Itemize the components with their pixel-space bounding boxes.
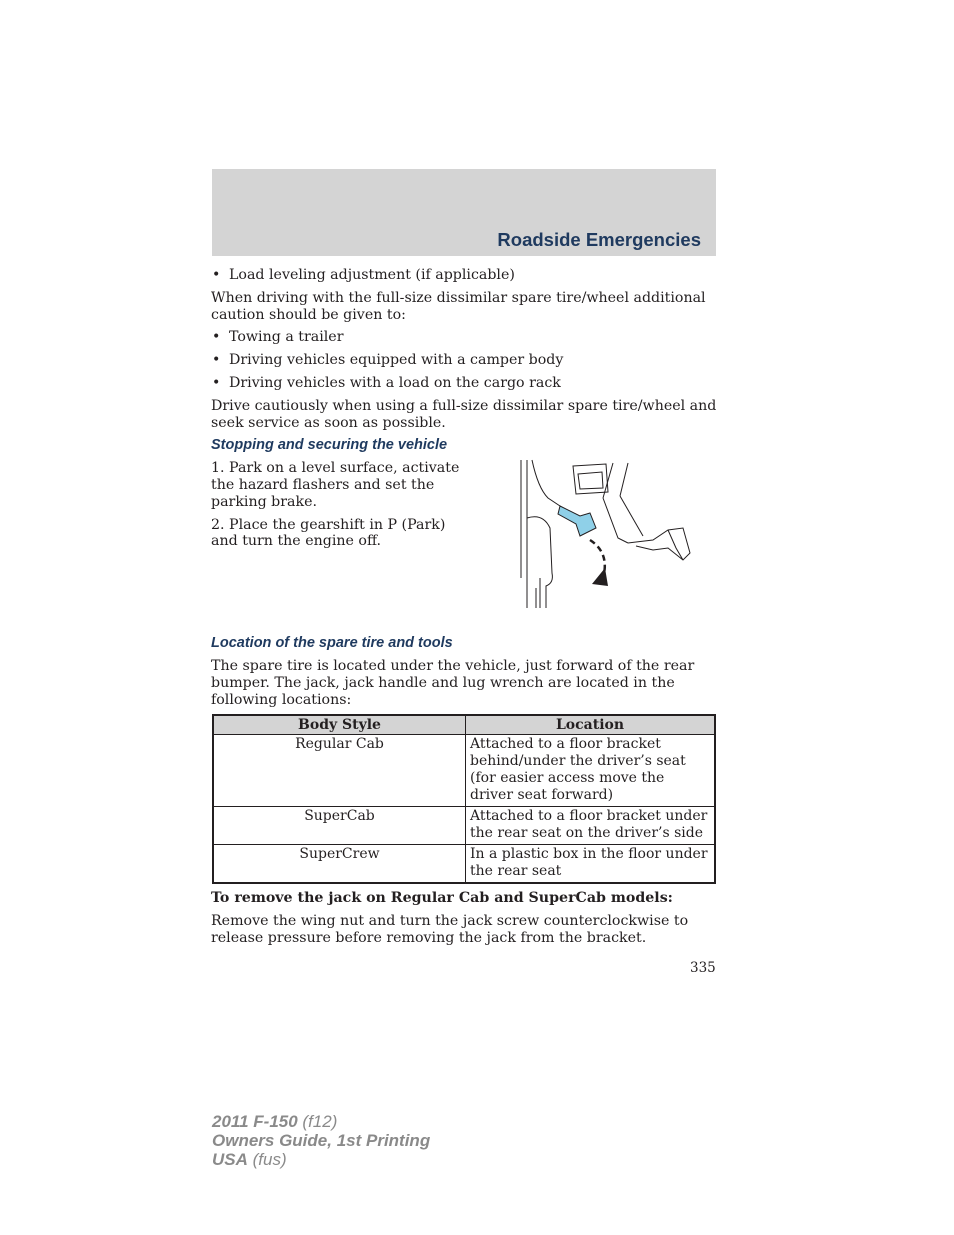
table-header-row	[213, 715, 715, 735]
bullet-text: Driving vehicles with a load on the cargo rack	[229, 374, 561, 391]
table-cell: In a plastic box in the floor under the rear seat	[466, 845, 716, 884]
jack-location-table	[212, 714, 716, 884]
steps-block	[211, 460, 717, 635]
bullet-item: • Driving vehicles equipped with a camper body	[212, 352, 564, 369]
step-2: 2. Place the gearshift in P (Park) and turn the engine off.	[211, 516, 446, 550]
footer-region: USA	[212, 1150, 248, 1169]
table-row	[213, 807, 715, 845]
page-content	[211, 267, 717, 953]
bullet-item: • Load leveling adjustment (if applicable)	[212, 267, 515, 283]
column-header: Location	[466, 715, 716, 735]
table-row	[213, 845, 715, 884]
paragraph: The spare tire is located under the vehicle, just forward of the rear bumper. The jack, jack handle and lug wrench are located in the following locations:	[211, 657, 695, 708]
table-cell: Attached to a floor bracket behind/under the driver’s seat (for easier access move the driver seat forward)	[466, 735, 716, 807]
column-header: Body Style	[213, 715, 466, 735]
paragraph: Drive cautiously when using a full-size dissimilar spare tire/wheel and seek service as soon as possible.	[211, 397, 717, 431]
footer-model: 2011 F-150	[212, 1112, 298, 1131]
footer-code: (f12)	[297, 1112, 338, 1131]
bullet-item: • Towing a trailer	[212, 329, 344, 346]
section-header	[212, 169, 716, 256]
footer-guide: Owners Guide, 1st Printing	[212, 1131, 431, 1150]
table-cell: SuperCab	[213, 807, 466, 845]
jack-heading: To remove the jack on Regular Cab and SuperCab models:	[211, 890, 673, 907]
parking-brake-illustration	[518, 458, 698, 613]
footer	[212, 1112, 430, 1169]
paragraph: Remove the wing nut and turn the jack screw counterclockwise to release pressure before removing the jack from the bracket.	[211, 913, 689, 946]
paragraph: When driving with the full-size dissimilar spare tire/wheel additional caution should be given to:	[211, 289, 706, 323]
footer-region-code: (fus)	[247, 1150, 287, 1169]
bullet-text: Driving vehicles equipped with a camper body	[229, 352, 564, 369]
header-title: Roadside Emergencies	[497, 229, 701, 250]
bullet-item: • Driving vehicles with a load on the cargo rack	[212, 374, 561, 391]
bullet-text: Load leveling adjustment (if applicable)	[229, 267, 515, 283]
subheading-stopping: Stopping and securing the vehicle	[211, 437, 448, 454]
table-cell: Regular Cab	[213, 735, 466, 807]
table-cell: SuperCrew	[213, 845, 466, 884]
page-number: 335	[690, 960, 716, 976]
bullet-text: Towing a trailer	[229, 329, 344, 346]
table-cell: Attached to a floor bracket under the rear seat on the driver’s side	[466, 807, 716, 845]
subheading-spare-location: Location of the spare tire and tools	[211, 635, 453, 652]
step-1: 1. Park on a level surface, activate the hazard flashers and set the parking brake.	[211, 460, 460, 510]
parking-brake-lever	[558, 506, 596, 536]
table-row	[213, 735, 715, 807]
